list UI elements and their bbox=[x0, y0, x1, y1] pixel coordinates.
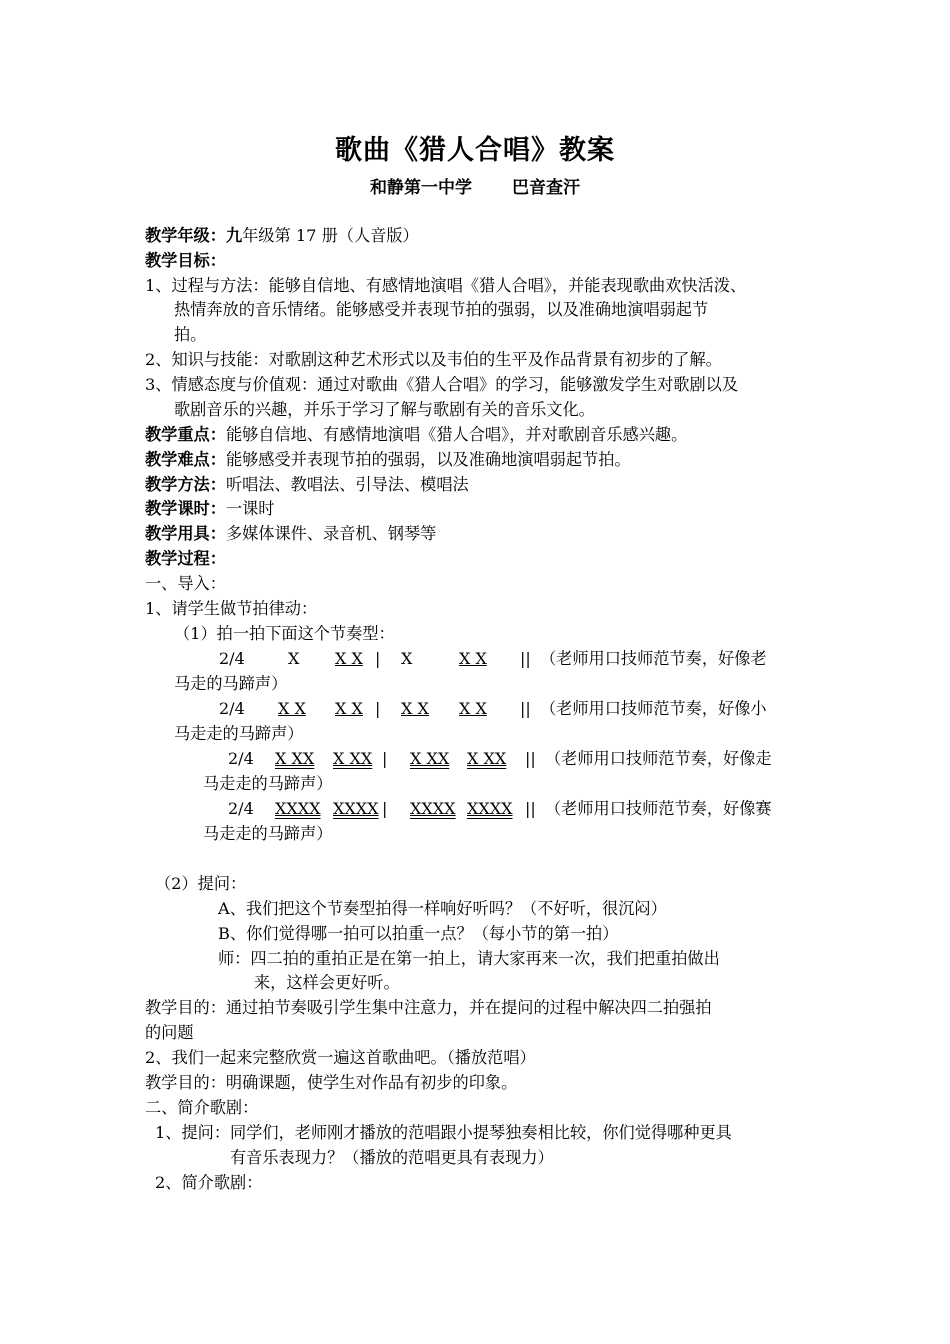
tools-line bbox=[145, 523, 436, 545]
rhythm-end-barline: || bbox=[520, 699, 531, 718]
rhythm-note-text: （老师用口技师范节奏，好像小 bbox=[540, 699, 767, 718]
key-point-line bbox=[145, 424, 687, 446]
goal1-line-a: 1、过程与方法：能够自信地、有感情地演唱《猎人合唱》，并能表现歌曲欢快活泼、 bbox=[145, 276, 747, 295]
rhythm-note: X bbox=[401, 649, 413, 668]
goals-label: 教学目标： bbox=[145, 251, 226, 270]
rhythm-note: X XX bbox=[275, 749, 315, 768]
document-title: 歌曲《猎人合唱》教案 bbox=[335, 135, 615, 166]
rhythm-note-text-cont: 马走走的马蹄声） bbox=[203, 824, 333, 843]
key-point-text: 能够自信地、有感情地演唱《猎人合唱》，并对歌剧音乐感兴趣。 bbox=[225, 425, 688, 444]
goal3-line-b: 歌剧音乐的兴趣，并乐于学习了解与歌剧有关的音乐文化。 bbox=[174, 400, 595, 419]
rhythm-note: X X bbox=[335, 649, 363, 668]
rhythm-note: XXXX bbox=[410, 799, 456, 818]
key-point-label: 教学重点： bbox=[145, 425, 226, 444]
document-byline bbox=[0, 173, 950, 198]
aim-1-line-a: 教学目的：通过拍节奏吸引学生集中注意力，并在提问的过程中解决四二拍强拍 bbox=[145, 998, 712, 1017]
grade-label: 教学年级： bbox=[145, 226, 226, 245]
section-2-heading: 二、简介歌剧： bbox=[145, 1098, 259, 1117]
difficulty-label: 教学难点： bbox=[145, 450, 226, 469]
rhythm-note: X X bbox=[459, 699, 487, 718]
rhythm-note: X XX bbox=[333, 749, 373, 768]
rhythm-note: XXXX bbox=[275, 799, 321, 818]
question-a: A、我们把这个节奏型拍得一样响好听吗？（不好听，很沉闷） bbox=[218, 899, 667, 918]
rhythm-note: XXXX bbox=[333, 799, 379, 818]
step-1-2: 2、我们一起来完整欣赏一遍这首歌曲吧。（播放范唱） bbox=[145, 1048, 536, 1067]
rhythm-meter: 2/4 bbox=[219, 649, 245, 668]
rhythm-note: X X bbox=[278, 699, 306, 718]
goal2-line: 2、知识与技能：对歌剧这种艺术形式以及韦伯的生平及作品背景有初步的了解。 bbox=[145, 350, 722, 369]
rhythm-end-barline: || bbox=[525, 799, 536, 818]
step-1-1: 1、请学生做节拍律动： bbox=[145, 599, 318, 618]
teacher-line-a: 师：四二拍的重拍正是在第一拍上，请大家再来一次，我们把重拍做出 bbox=[218, 949, 720, 968]
rhythm-note: X X bbox=[401, 699, 429, 718]
method-line bbox=[145, 474, 469, 496]
grade-number: 九 bbox=[225, 226, 243, 245]
rhythm-note: XXXX bbox=[467, 799, 513, 818]
rhythm-barline: | bbox=[375, 699, 381, 718]
difficulty-text: 能够感受并表现节拍的强弱，以及准确地演唱弱起节拍。 bbox=[225, 450, 631, 469]
rhythm-meter: 2/4 bbox=[228, 799, 254, 818]
step-2-1-line-a: 1、提问：同学们，老师刚才播放的范唱跟小提琴独奏相比较，你们觉得哪种更具 bbox=[155, 1123, 732, 1142]
grade-text: 年级第 17 册（人音版） bbox=[242, 226, 419, 245]
goal1-line-c: 拍。 bbox=[174, 325, 207, 344]
rhythm-note-text: （老师用口技师范节奏，好像走 bbox=[545, 749, 772, 768]
tools-label: 教学用具： bbox=[145, 524, 226, 543]
rhythm-note: X bbox=[288, 649, 300, 668]
rhythm-note: X XX bbox=[410, 749, 450, 768]
hours-text: 一课时 bbox=[225, 499, 275, 518]
question-b: B、你们觉得哪一拍可以拍重一点？（每小节的第一拍） bbox=[218, 924, 619, 943]
rhythm-note-text-cont: 马走走的马蹄声） bbox=[203, 774, 333, 793]
section-1-heading: 一、导入： bbox=[145, 574, 226, 593]
rhythm-barline: | bbox=[375, 649, 381, 668]
rhythm-barline: | bbox=[382, 799, 388, 818]
hours-line bbox=[145, 498, 275, 520]
goal1-line-b: 热情奔放的音乐情绪。能够感受并表现节拍的强弱，以及准确地演唱弱起节 bbox=[174, 300, 709, 319]
rhythm-meter: 2/4 bbox=[228, 749, 254, 768]
rhythm-note: X XX bbox=[467, 749, 507, 768]
teacher-line-b: 来，这样会更好听。 bbox=[254, 973, 400, 992]
step-1-1-2: （2）提问： bbox=[155, 874, 247, 893]
tools-text: 多媒体课件、录音机、钢琴等 bbox=[225, 524, 437, 543]
aim-1-line-b: 的问题 bbox=[145, 1023, 194, 1042]
rhythm-barline: | bbox=[382, 749, 388, 768]
process-label: 教学过程： bbox=[145, 549, 226, 568]
rhythm-end-barline: || bbox=[520, 649, 531, 668]
rhythm-end-barline: || bbox=[525, 749, 536, 768]
goal3-line-a: 3、情感态度与价值观：通过对歌曲《猎人合唱》的学习，能够激发学生对歌剧以及 bbox=[145, 375, 739, 394]
step-2-2: 2、简介歌剧： bbox=[155, 1173, 263, 1192]
rhythm-note-text-cont: 马走走的马蹄声） bbox=[174, 724, 304, 743]
method-label: 教学方法： bbox=[145, 475, 226, 494]
difficulty-line bbox=[145, 449, 631, 471]
rhythm-note: X X bbox=[459, 649, 487, 668]
rhythm-note-text-cont: 马走的马蹄声） bbox=[174, 674, 288, 693]
step-1-1-1: （1）拍一拍下面这个节奏型： bbox=[174, 624, 395, 643]
aim-2-line: 教学目的：明确课题，使学生对作品有初步的印象。 bbox=[145, 1073, 518, 1092]
author-name: 巴音查汗 bbox=[512, 178, 580, 198]
rhythm-note-text: （老师用口技师范节奏，好像老 bbox=[540, 649, 767, 668]
grade-line bbox=[145, 225, 419, 247]
rhythm-note-text: （老师用口技师范节奏，好像赛 bbox=[545, 799, 772, 818]
hours-label: 教学课时： bbox=[145, 499, 226, 518]
school-name: 和静第一中学 bbox=[370, 178, 472, 198]
step-2-1-line-b: 有音乐表现力？（播放的范唱更具有表现力） bbox=[230, 1148, 554, 1167]
rhythm-note: X X bbox=[335, 699, 363, 718]
rhythm-meter: 2/4 bbox=[219, 699, 245, 718]
method-text: 听唱法、教唱法、引导法、模唱法 bbox=[225, 475, 469, 494]
